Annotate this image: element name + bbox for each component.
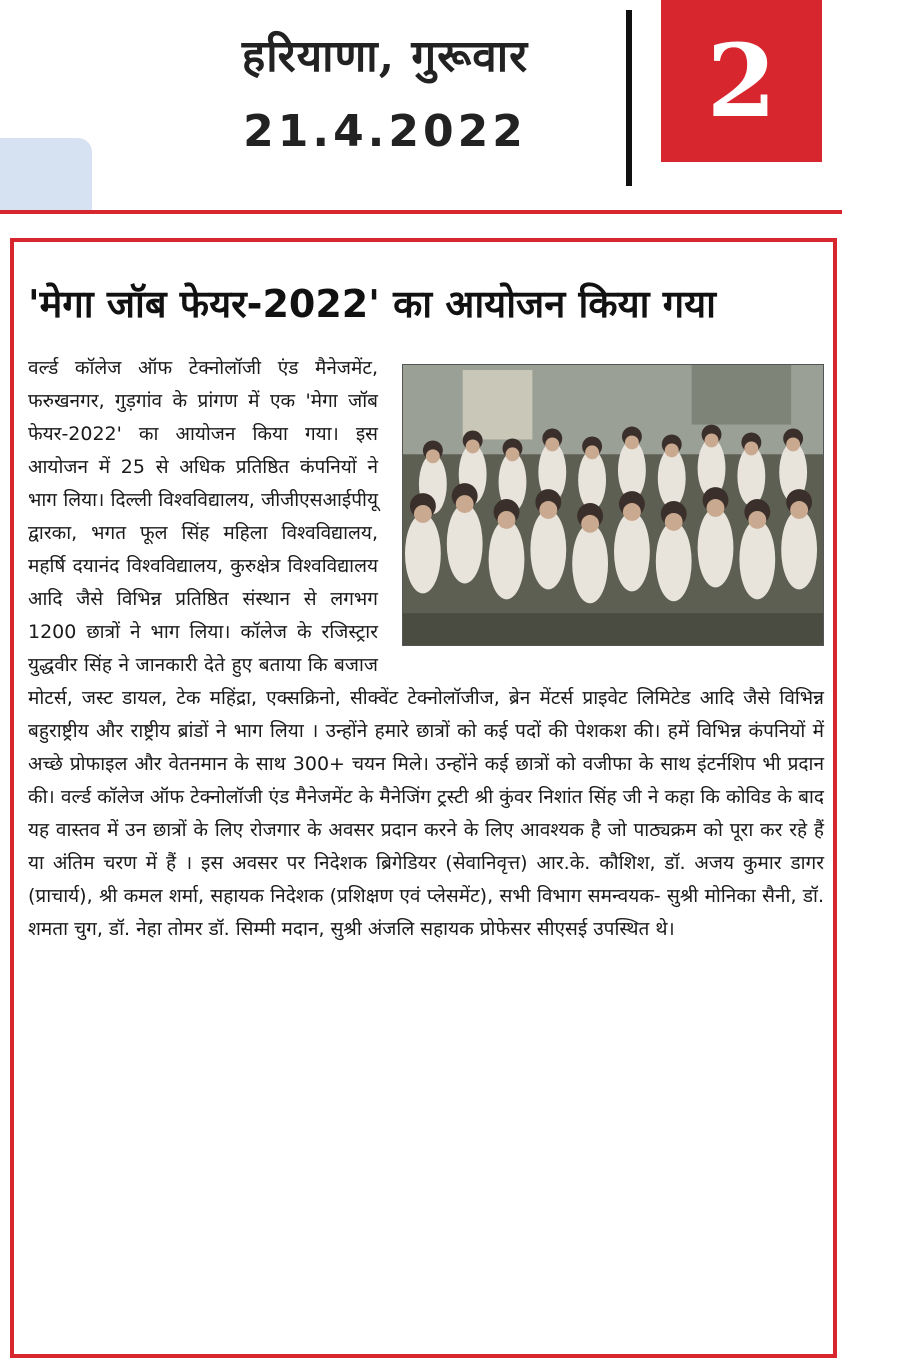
header-rule xyxy=(0,210,842,214)
page-tab-decoration xyxy=(0,138,92,210)
masthead-date: 21.4.2022 xyxy=(243,106,527,157)
article-body-block xyxy=(28,352,824,946)
masthead-place-day: हरियाणा, गुरूवार xyxy=(241,31,529,82)
article-body-text: वर्ल्ड कॉलेज ऑफ टेक्नोलॉजी एंड मैनेजमेंट, फरुखनगर, गुड़गांव के प्रांगण में एक 'मेगा जॉब फेयर-2022' का आयोजन किया गया। इस आयोजन में 25 से अधिक प्रतिष्ठित कंपनियों ने भाग लिया। दिल्ली विश्वविद्यालय, जीजीएसआईपीयू द्वारका, भगत फूल सिंह महिला विश्वविद्यालय, महर्षि दयानंद विश्वविद्यालय, कुरुक्षेत्र विश्वविद्यालय आदि जैसे विभिन्न प्रतिष्ठित संस्थान से लगभग 1200 छात्रों ने भाग लिया। कॉलेज के रजिस्ट्रार युद्धवीर सिंह ने जानकारी देते हुए बताया कि बजाज मोटर्स, जस्ट डायल, टेक महिंद्रा, एक्सक्रिनो, सीक्वेंट टेक्नोलॉजीज, ब्रेन मेंटर्स प्राइवेट लिमिटेड आदि जैसे विभिन्न बहुराष्ट्रीय और राष्ट्रीय ब्रांडों ने भाग लिया । उन्होंने हमारे छात्रों को कई पदों की पेशकश की। हमें विभिन्न कंपनियों में अच्छे प्रोफाइल और वेतनमान के साथ 300+ चयन मिले। उन्होंने कई छात्रों को वजीफा के साथ इंटर्नशिप भी प्रदान की। वर्ल्ड कॉलेज ऑफ टेक्नोलॉजी एंड मैनेजमेंट के मैनेजिंग ट्रस्टी श्री कुंवर निशांत सिंह जी ने कहा कि कोविड के बाद यह वास्तव में उन छात्रों के लिए रोजगार के अवसर प्रदान करने के लिए आवश्यक है जो पाठ्यक्रम को पूरा कर रहे हैं या अंतिम चरण में हैं । इस अवसर पर निदेशक ब्रिगेडियर (सेवानिवृत्त) आर.के. कौशिश, डॉ. अजय कुमार डागर (प्राचार्य), श्री कमल शर्मा, सहायक निदेशक (प्रशिक्षण एवं प्लेसमेंट), सभी विभाग समन्वयक- सुश्री मोनिका सैनी, डॉ. शमता चुग, डॉ. नेहा तोमर डॉ. सिम्मी मदान, सुश्री अंजलि सहायक प्रोफेसर सीएसई उपस्थित थे। xyxy=(28,357,824,940)
group-photo-illustration xyxy=(403,365,823,645)
job-fair-group-photo xyxy=(402,364,824,646)
article-headline: 'मेगा जॉब फेयर-2022' का आयोजन किया गया xyxy=(28,282,716,326)
page-number-badge: 2 xyxy=(661,0,822,162)
masthead-divider xyxy=(626,10,632,186)
